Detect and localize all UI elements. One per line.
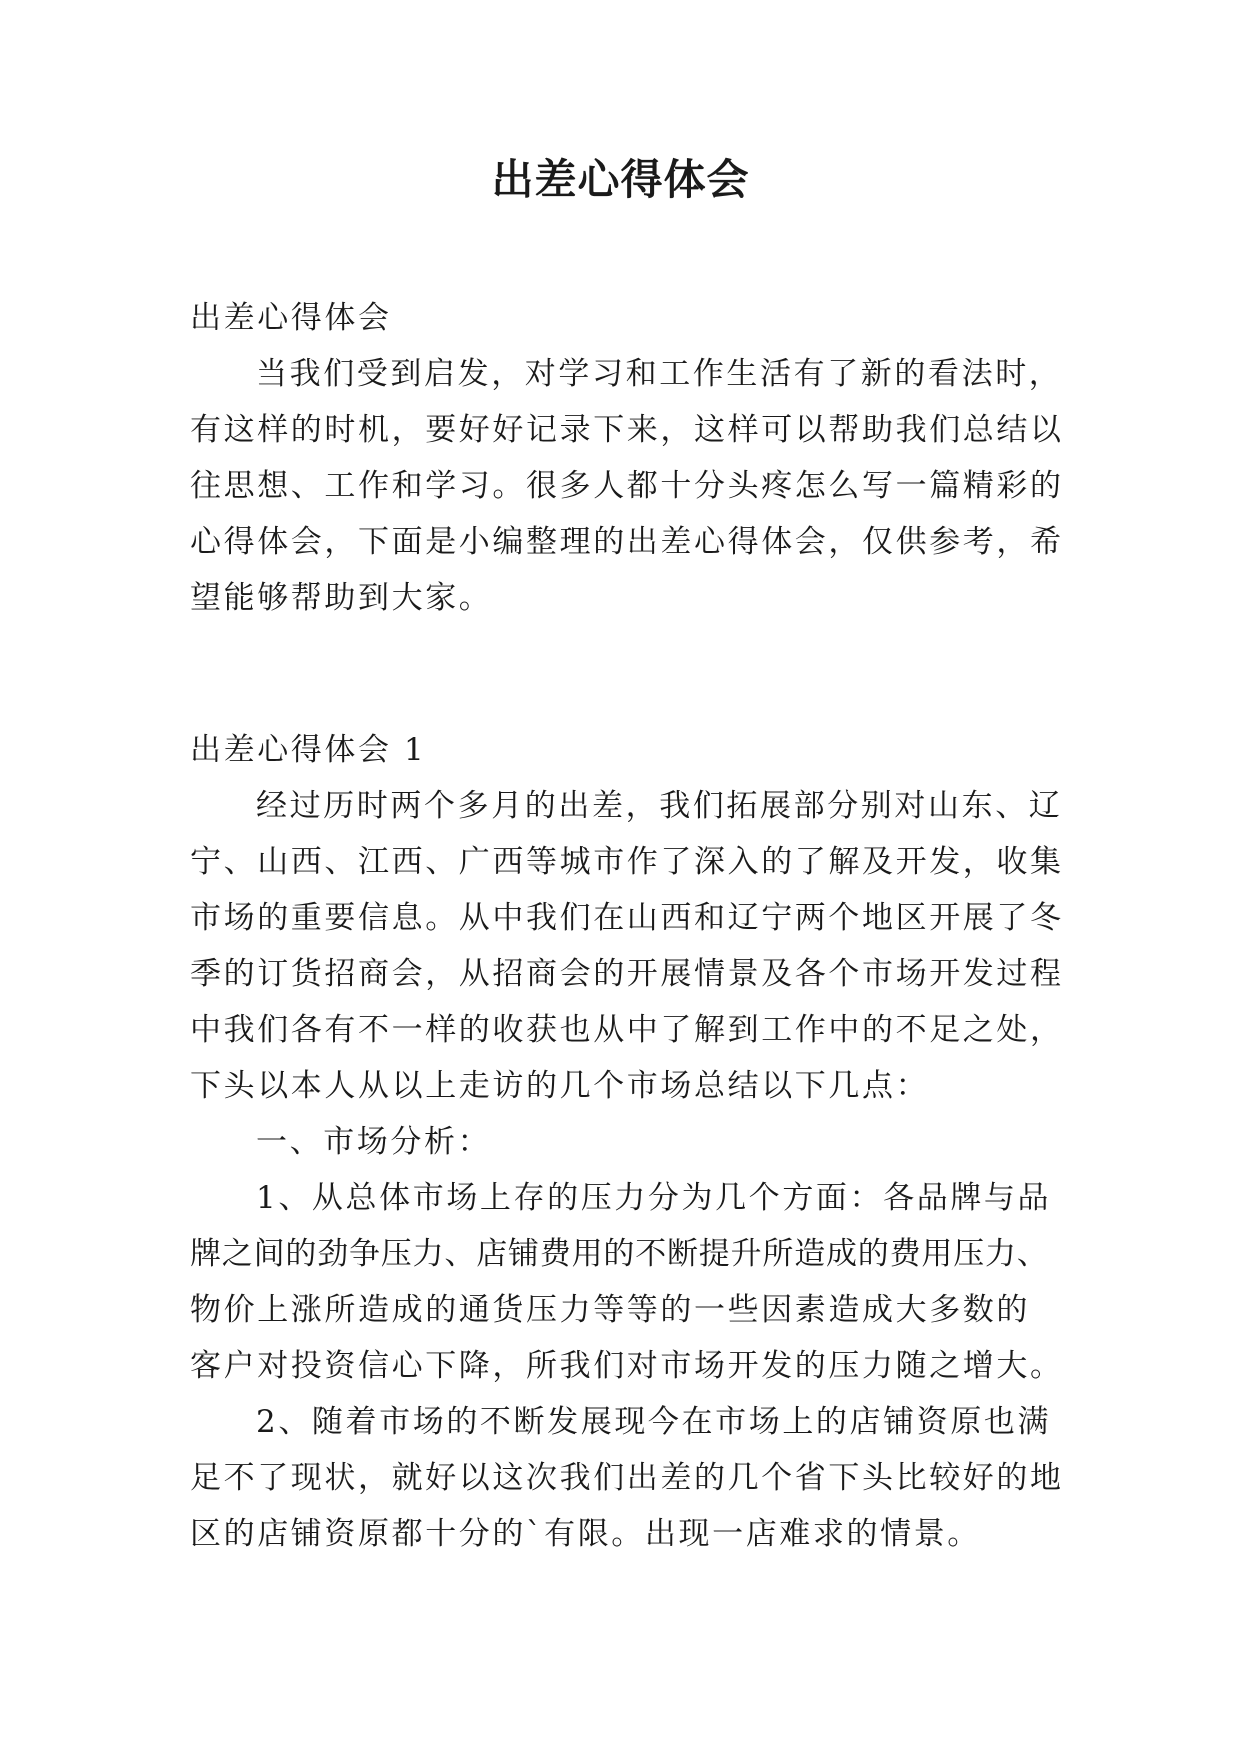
paragraph-line: 宁、山西、江西、广西等城市作了深入的了解及开发，收集 — [190, 844, 1064, 880]
paragraph-line: 望能够帮助到大家。 — [190, 580, 493, 616]
paragraph-line: 2、随着市场的不断发展现今在市场上的店铺资原也满 — [256, 1404, 1052, 1440]
paragraph-line: 下头以本人从以上走访的几个市场总结以下几点： — [190, 1068, 930, 1104]
paragraph-line: 牌之间的劲争压力、店铺费用的不断提升所造成的费用压力、 — [190, 1236, 1049, 1272]
paragraph-line: 客户对投资信心下降，所我们对市场开发的压力随之增大。 — [190, 1348, 1064, 1384]
section-spacer — [190, 626, 1050, 722]
paragraph-line: 心得体会，下面是小编整理的出差心得体会，仅供参考，希 — [190, 524, 1064, 560]
paragraph-line: 1、从总体市场上存的压力分为几个方面：各品牌与品 — [256, 1180, 1052, 1216]
paragraph-line: 有这样的时机，要好好记录下来，这样可以帮助我们总结以 — [190, 412, 1064, 448]
subsection-heading: 一、市场分析： — [256, 1124, 492, 1160]
paragraph-line: 足不了现状，就好以这次我们出差的几个省下头比较好的地 — [190, 1460, 1064, 1496]
paragraph-line: 经过历时两个多月的出差，我们拓展部分别对山东、辽 — [256, 788, 1063, 824]
document-body — [190, 290, 1064, 1562]
section-heading: 出差心得体会 1 — [190, 732, 427, 768]
document-title: 出差心得体会 — [491, 155, 750, 204]
paragraph-line: 市场的重要信息。从中我们在山西和辽宁两个地区开展了冬 — [190, 900, 1064, 936]
paragraph-line: 季的订货招商会，从招商会的开展情景及各个市场开发过程 — [190, 956, 1064, 992]
paragraph-line: 中我们各有不一样的收获也从中了解到工作中的不足之处， — [190, 1012, 1064, 1048]
section-heading: 出差心得体会 — [190, 300, 392, 336]
paragraph-line: 往思想、工作和学习。很多人都十分头疼怎么写一篇精彩的 — [190, 468, 1064, 504]
paragraph-line: 当我们受到启发，对学习和工作生活有了新的看法时， — [256, 356, 1063, 392]
paragraph-line: 区的店铺资原都十分的`有限。出现一店难求的情景。 — [190, 1516, 981, 1552]
paragraph-line: 物价上涨所造成的通货压力等等的一些因素造成大多数的 — [190, 1292, 1030, 1328]
